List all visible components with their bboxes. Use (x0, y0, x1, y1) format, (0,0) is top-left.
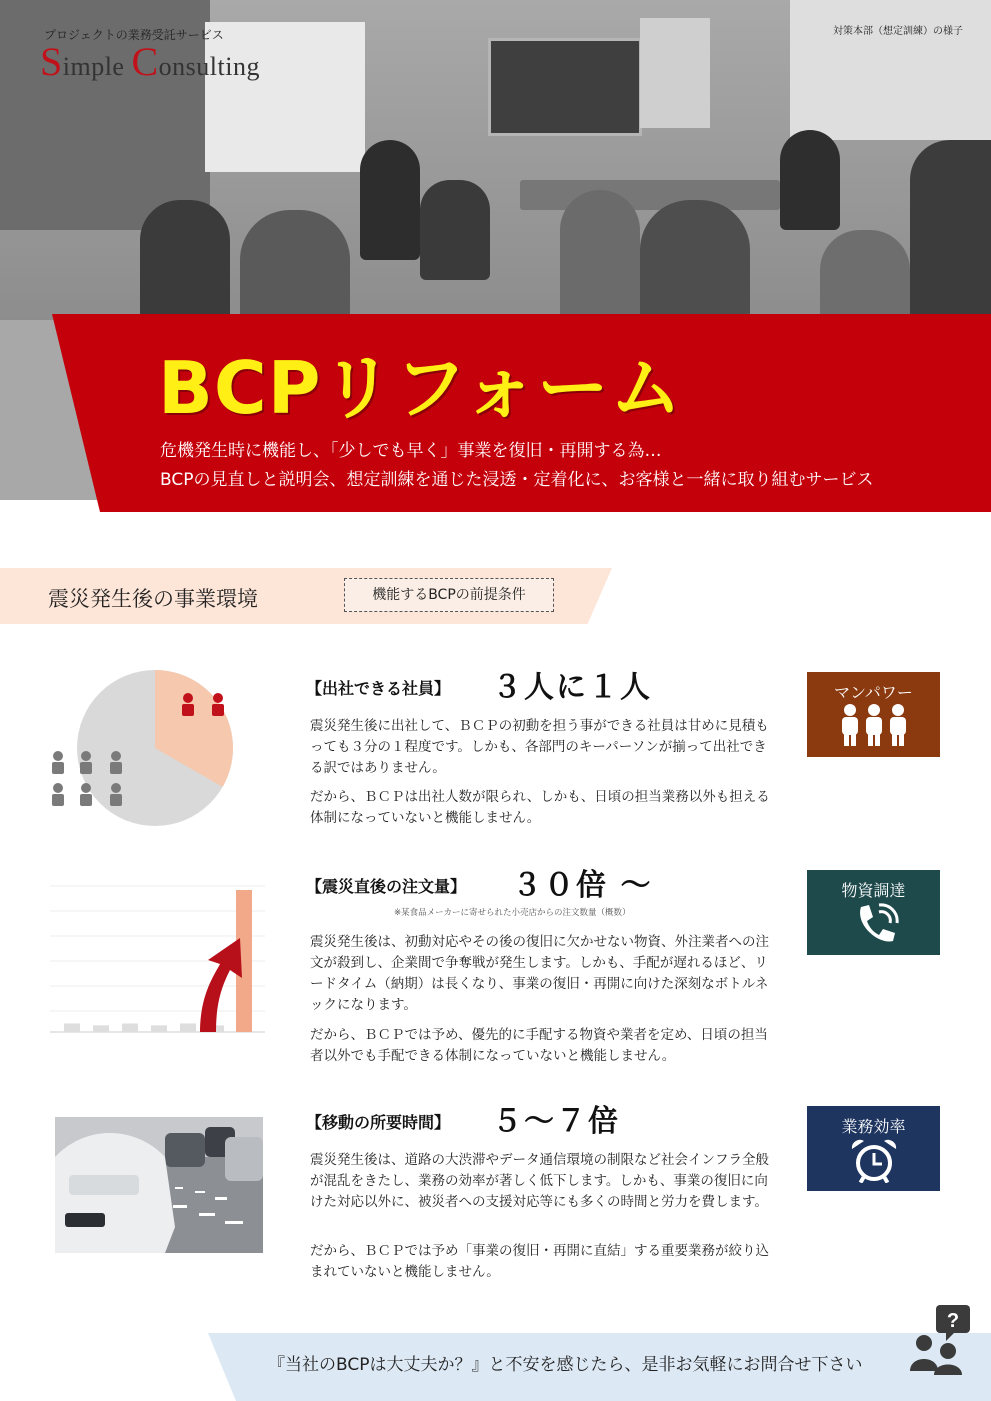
footer-text: 『当社のBCPは大丈夫か？』と不安を感じたら、是非お気軽にお問合せ下さい (268, 1355, 863, 1375)
badge-manpower (807, 672, 940, 757)
traffic-jam-photo (55, 1117, 263, 1253)
badge-efficiency (807, 1106, 940, 1191)
normal-order-bar (151, 1025, 167, 1032)
travel-paragraph-1: 震災発生後は、道路の大渋滞やデータ通信環境の制限など社会インフラ全般が混乱をきたし、業務の効率が著しく低下します。しかも、事業の復旧に向けた対応以外に、被災者への支援対応等にも多くの時間と労力を費します。 (310, 1152, 769, 1210)
svg-text:?: ? (946, 1310, 960, 1332)
staff-paragraph-1: 震災発生後に出社して、ＢＣＰの初動を担う事ができる社員は甘めに見積もっても３分の１程度です。しかも、各部門のキーパーソンが揃って出社できる訳ではありません。 (310, 718, 769, 776)
company-logo: Simple Consulting (40, 39, 260, 84)
normal-order-bar (180, 1023, 196, 1032)
phone-icon (839, 901, 909, 945)
badge-efficiency-label: 業務効率 (841, 1117, 906, 1136)
alarm-clock-icon (844, 1137, 904, 1183)
orders-paragraph-1: 震災発生後は、初動対応やその後の復旧に欠かせない物資、外注業者への注文が殺到し、企業間で争奪戦が発生します。しかも、手配が遅れるほど、リードタイム（納期）は長くなり、事業の復旧・再開に向けた深刻なボトルネックになります。 (310, 934, 769, 1013)
staff-stat: ３人に１人 (492, 670, 652, 705)
consult-question-icon (910, 1305, 980, 1375)
page-title: BCPリフォーム (158, 346, 683, 430)
orders-stat: ３０倍 ～ (512, 868, 653, 903)
travel-heading: 【移動の所要時間】 (306, 1113, 451, 1132)
travel-paragraph-2: だから、ＢＣＰでは予め「事業の復旧・再開に直結」する重要業務が絞り込まれていないと機能しません。 (310, 1243, 769, 1280)
travel-stat: ５～７倍 (492, 1104, 620, 1139)
growth-arrow-icon (200, 938, 242, 1032)
orders-paragraph-2: だから、ＢＣＰでは予め、優先的に手配する物資や業者を定め、日頃の担当者以外でも手配できる体制になっていないと機能しません。 (310, 1027, 768, 1064)
normal-order-bar (122, 1023, 138, 1032)
staff-pie-chart (40, 670, 240, 830)
badge-procurement (807, 870, 940, 955)
subtitle-line-2: BCPの見直しと説明会、想定訓練を通じた浸透・定着化に、お客様と一緒に取り組むサービス (160, 470, 874, 490)
normal-order-bar (64, 1023, 80, 1032)
orders-heading: 【震災直後の注文量】 (306, 877, 467, 896)
badge-procurement-label: 物資調達 (841, 881, 906, 900)
normal-order-bar (93, 1025, 109, 1032)
people-icon (834, 703, 914, 747)
order-volume-chart (50, 884, 265, 1036)
section-tag: 機能するBCPの前提条件 (344, 578, 554, 612)
orders-footnote: ※某食品メーカーに寄せられた小売店からの注文数量（概数） (394, 908, 631, 918)
logo-tagline: プロジェクトの業務受託サービス (44, 28, 224, 42)
staff-paragraph-2: だから、ＢＣＰは出社人数が限られ、しかも、日頃の担当業務以外も担える体制になっていないと機能しません。 (310, 789, 770, 826)
staff-heading: 【出社できる社員】 (306, 679, 451, 698)
subtitle-line-1: 危機発生時に機能し、「少しでも早く」事業を復旧・再開する為… (160, 441, 662, 461)
photo-caption: 対策本部（想定訓練）の様子 (833, 26, 963, 37)
section-title: 震災発生後の事業環境 (48, 587, 258, 611)
badge-manpower-label: マンパワー (834, 683, 913, 702)
